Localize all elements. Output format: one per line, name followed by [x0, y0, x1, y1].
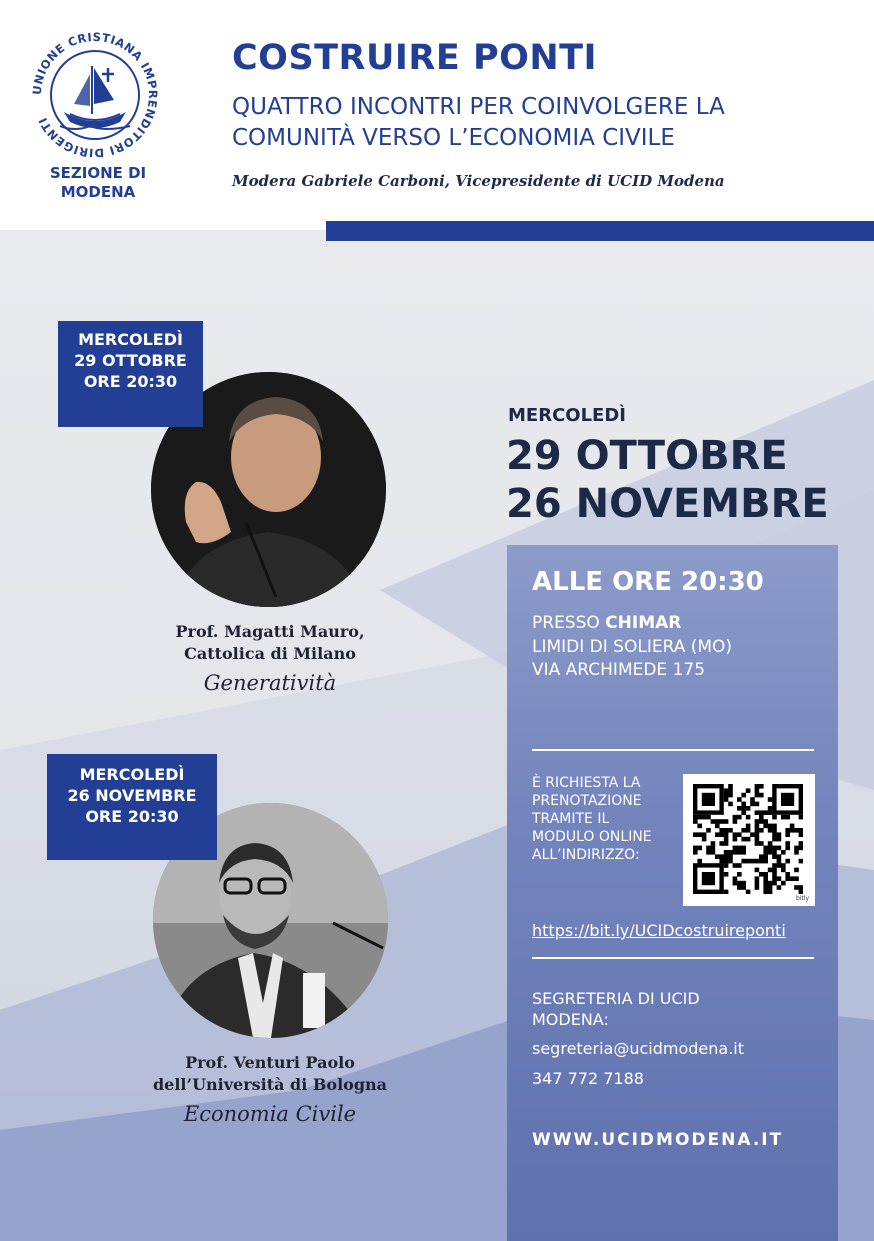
- badge-day: MERCOLEDÌ: [79, 765, 185, 784]
- talk-topic: Generatività: [203, 671, 337, 695]
- badge-day: MERCOLEDÌ: [78, 330, 183, 349]
- subtitle-line1: QUATTRO INCONTRI PER COINVOLGERE LA: [232, 94, 725, 120]
- badge-date: 29 OTTOBRE: [74, 351, 187, 370]
- event-date-badge-1: [58, 321, 203, 427]
- badge-time: ORE 20:30: [85, 807, 179, 826]
- venue-name: CHIMAR: [605, 613, 682, 633]
- qr-code[interactable]: [683, 774, 815, 906]
- section-label-line2: MODENA: [60, 183, 136, 201]
- booking-link[interactable]: https://bit.ly/UCIDcostruireponti: [532, 921, 786, 940]
- address-line1: LIMIDI DI SOLIERA (MO): [532, 636, 733, 657]
- section-label: [30, 164, 166, 202]
- badge-time: ORE 20:30: [83, 372, 178, 391]
- qr-code-icon: [693, 784, 803, 894]
- speaker-affiliation: dell’Università di Bologna: [152, 1075, 388, 1094]
- accent-bar: [326, 221, 874, 241]
- page-title: COSTRUIRE PONTI: [232, 38, 598, 78]
- speaker-name: Prof. Magatti Mauro,: [175, 622, 365, 641]
- website-link[interactable]: WWW.UCIDMODENA.IT: [532, 1130, 784, 1150]
- address-line2: VIA ARCHIMEDE 175: [532, 660, 706, 680]
- event-time: ALLE ORE 20:30: [532, 567, 764, 597]
- divider: [532, 749, 814, 751]
- contact-email[interactable]: segreteria@ucidmodena.it: [532, 1039, 745, 1058]
- speaker-caption-1: [130, 621, 410, 698]
- logo-ring-text: UNIONE CRISTIANA IMPRENDITORI DIRIGENTI: [30, 30, 160, 160]
- logo-seal-icon: [30, 30, 160, 160]
- venue-block: [532, 612, 732, 683]
- info-panel: [507, 545, 838, 1241]
- section-label-line1: SEZIONE DI: [49, 164, 147, 182]
- speaker-affiliation: Cattolica di Milano: [184, 644, 356, 663]
- contact-phone[interactable]: 347 772 7188: [532, 1069, 644, 1088]
- venue-prefix: PRESSO: [532, 613, 606, 633]
- schedule-date-2: 26 NOVEMBRE: [506, 481, 829, 527]
- speaker-name: Prof. Venturi Paolo: [185, 1053, 355, 1072]
- schedule-date-1: 29 OTTOBRE: [506, 433, 788, 479]
- venue-line: [532, 612, 732, 636]
- badge-date: 26 NOVEMBRE: [67, 786, 197, 805]
- event-date-badge-2: [47, 754, 217, 860]
- moderator-line: Modera Gabriele Carboni, Vicepresidente di UCID Modena: [232, 172, 725, 190]
- subtitle-line2: COMUNITÀ VERSO L’ECONOMIA CIVILE: [232, 125, 675, 151]
- divider: [532, 957, 814, 959]
- booking-note: È RICHIESTA LA PRENOTAZIONE TRAMITE IL MODULO ONLINE ALL’INDIRIZZO:: [532, 775, 652, 863]
- ucid-logo: [30, 30, 160, 160]
- talk-topic: Economia Civile: [183, 1102, 357, 1126]
- qr-brand-mark: bitly: [795, 895, 809, 902]
- subtitle: [232, 92, 852, 154]
- schedule-day: MERCOLEDÌ: [508, 405, 626, 426]
- speaker-caption-2: [130, 1052, 410, 1129]
- secretary-label: SEGRETERIA DI UCID MODENA:: [532, 989, 700, 1029]
